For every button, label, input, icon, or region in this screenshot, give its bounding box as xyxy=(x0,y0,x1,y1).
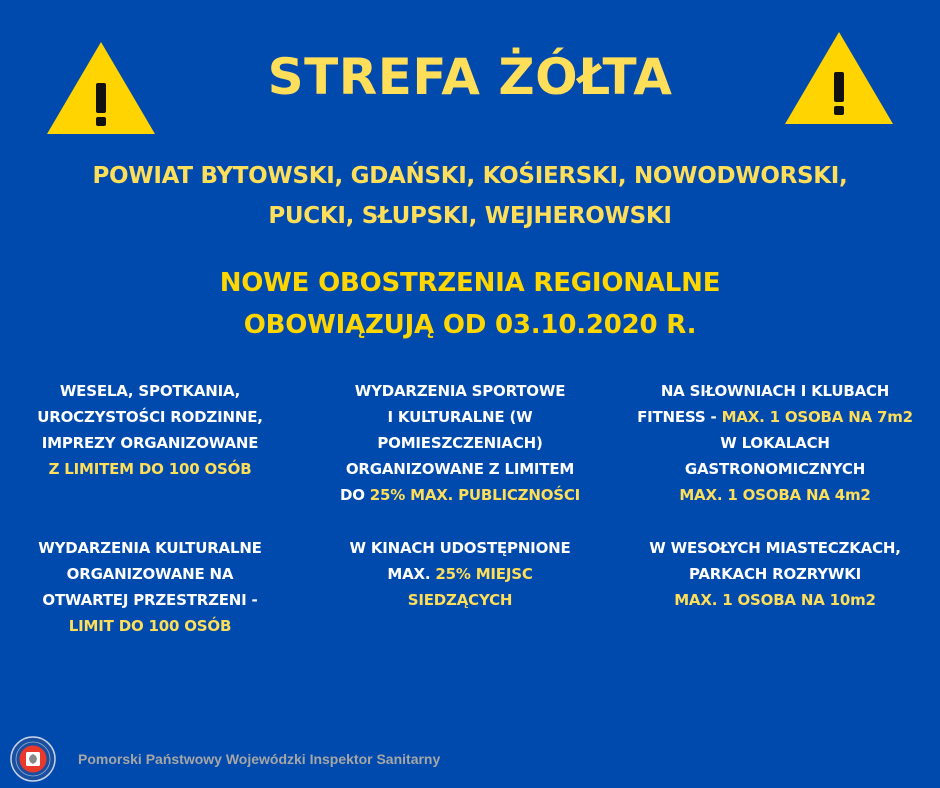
rule-line xyxy=(310,561,610,587)
rule-line xyxy=(625,378,925,404)
rule-highlight: Z LIMITEM DO 100 OSÓB xyxy=(48,460,252,478)
rule-line xyxy=(310,456,610,482)
rule-text: W LOKALACH xyxy=(720,434,830,452)
rule-text: UROCZYSTOŚCI RODZINNE, xyxy=(37,408,263,426)
rule-line xyxy=(625,404,925,430)
rule-text: ORGANIZOWANE NA xyxy=(66,565,234,583)
rule-highlight: MAX. 1 OSOBA NA 4m2 xyxy=(679,486,871,504)
rule-highlight: MAX. 1 OSOBA NA 10m2 xyxy=(674,591,876,609)
rule-line xyxy=(310,430,610,456)
rule-line xyxy=(0,561,300,587)
headline-line-1: NOWE OBOSTRZENIA REGIONALNE xyxy=(219,268,721,298)
rule-weddings xyxy=(0,378,300,482)
rule-text: I KULTURALNE (W xyxy=(387,408,533,426)
rule-line xyxy=(625,482,925,508)
rule-text: PARKACH ROZRYWKI xyxy=(688,565,862,583)
rule-line xyxy=(0,456,300,482)
rule-text: DO xyxy=(339,486,370,504)
rule-text: WYDARZENIA SPORTOWE xyxy=(354,382,566,400)
rule-text: FITNESS - xyxy=(637,408,722,426)
rule-highlight: 25% MIEJSC xyxy=(435,565,533,583)
rule-highlight: SIEDZĄCYCH xyxy=(407,591,513,609)
rule-line xyxy=(310,535,610,561)
rule-amusement-parks xyxy=(625,535,925,613)
rule-line xyxy=(310,482,610,508)
rule-line xyxy=(310,587,610,613)
rule-highlight: MAX. 1 OSOBA NA 7m2 xyxy=(721,408,913,426)
sanitary-inspection-emblem-icon xyxy=(10,736,56,782)
districts-list xyxy=(40,156,900,236)
rule-text: W KINACH UDOSTĘPNIONE xyxy=(349,539,571,557)
rule-line xyxy=(625,456,925,482)
districts-line-2: PUCKI, SŁUPSKI, WEJHEROWSKI xyxy=(268,203,672,229)
rule-line xyxy=(0,378,300,404)
rule-line xyxy=(0,430,300,456)
headline-line-2: OBOWIĄZUJĄ OD 03.10.2020 R. xyxy=(243,310,697,340)
rule-cinemas xyxy=(310,535,610,613)
rule-line xyxy=(310,404,610,430)
rule-outdoor-cultural xyxy=(0,535,300,639)
rule-text: WYDARZENIA KULTURALNE xyxy=(38,539,262,557)
restrictions-headline xyxy=(100,262,840,346)
page-title: STREFA ŻÓŁTA xyxy=(267,48,673,106)
rule-text: POMIESZCZENIACH) xyxy=(377,434,543,452)
rule-line xyxy=(0,404,300,430)
rule-text: ORGANIZOWANE Z LIMITEM xyxy=(345,460,575,478)
rule-text: IMPREZY ORGANIZOWANE xyxy=(41,434,259,452)
footer-organization: Pomorski Państwowy Wojewódzki Inspektor Sanitarny xyxy=(78,751,441,767)
rule-indoor-events xyxy=(310,378,610,508)
districts-line-1: POWIAT BYTOWSKI, GDAŃSKI, KOŚIERSKI, NOWODWORSKI, xyxy=(92,163,848,189)
rule-line xyxy=(0,587,300,613)
rule-line xyxy=(625,561,925,587)
rule-line xyxy=(0,613,300,639)
rule-text: OTWARTEJ PRZESTRZENI - xyxy=(42,591,258,609)
rule-text: MAX. xyxy=(387,565,436,583)
rule-line xyxy=(0,535,300,561)
rule-line xyxy=(310,378,610,404)
rule-highlight: 25% MAX. PUBLICZNOŚCI xyxy=(369,486,581,504)
rule-line xyxy=(625,535,925,561)
rule-text: NA SIŁOWNIACH I KLUBACH xyxy=(660,382,890,400)
rule-text: W WESOŁYCH MIASTECZKACH, xyxy=(649,539,901,557)
rule-line xyxy=(625,430,925,456)
rule-highlight: LIMIT DO 100 OSÓB xyxy=(68,617,232,635)
rule-text: GASTRONOMICZNYCH xyxy=(684,460,866,478)
rule-text: WESELA, SPOTKANIA, xyxy=(59,382,241,400)
footer xyxy=(10,736,440,782)
rule-gyms-restaurants xyxy=(625,378,925,508)
rule-line xyxy=(625,587,925,613)
